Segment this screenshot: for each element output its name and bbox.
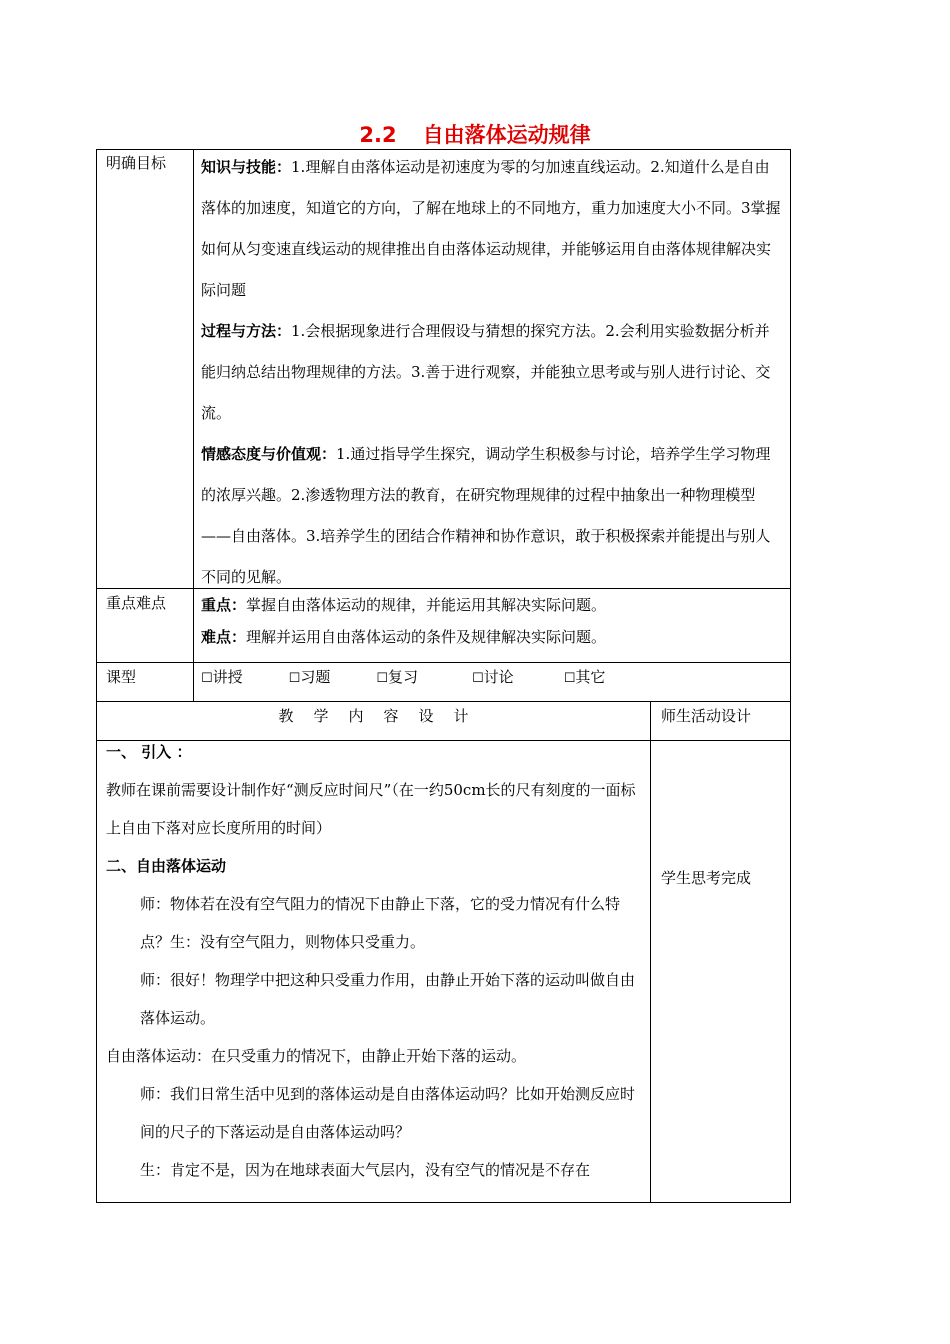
checkbox-icon: ☐ — [376, 671, 388, 686]
option-review-label: 复习 — [388, 668, 419, 686]
option-discussion[interactable] — [472, 664, 514, 692]
option-exercise[interactable] — [289, 664, 331, 692]
difficulty-heading: 难点： — [201, 628, 247, 646]
key-point-heading: 重点： — [201, 596, 247, 614]
knowledge-text: 1.理解自由落体运动是初速度为零的匀加速直线运动。2.知道什么是自由落体的加速度，知道它的方向，了解在地球上的不同地方，重力加速度大小不同。3掌握如何从匀变速直线运动的规律推出自由落体运动规律，并能够运用自由落体规律解决实际问题 — [201, 158, 781, 299]
title-number: 2.2 — [359, 123, 397, 147]
section-intro-body: 教师在课前需要设计制作好“测反应时间尺”（在一约50cm长的尺有刻度的一面标上自由下落对应长度所用的时间） — [106, 781, 636, 837]
table-border-bottom — [96, 1202, 791, 1203]
checkbox-icon: ☐ — [563, 671, 576, 686]
attitude-paragraph — [201, 434, 783, 598]
section-intro-title: 一、 引入 ： — [106, 743, 192, 761]
option-lecture[interactable] — [201, 664, 243, 692]
difficulty-text: 理解并运用自由落体运动的条件及规律解决实际问题。 — [246, 628, 607, 646]
checkbox-icon: ☐ — [472, 671, 484, 686]
dialogue-paragraph-3: 师：我们日常生活中见到的落体运动是自由落体运动吗？比如开始测反应时间的尺子的下落运动是自由落体运动吗？ — [140, 1085, 636, 1141]
key-points-content — [201, 589, 783, 653]
option-lecture-label: 讲授 — [212, 668, 243, 686]
option-exercise-label: 习题 — [300, 668, 331, 686]
option-review[interactable] — [376, 664, 418, 692]
dialogue-paragraph-1: 师：物体若在没有空气阻力的情况下由静止下落，它的受力情况有什么特点？生：没有空气阻力，则物体只受重力。 — [140, 895, 621, 951]
activity-design-header: 师生活动设计 — [661, 707, 752, 725]
lesson-type-label: 课型 — [106, 668, 137, 686]
option-discussion-label: 讨论 — [483, 668, 514, 686]
definition-paragraph: 自由落体运动：在只受重力的情况下，由静止开始下落的运动。 — [106, 1047, 527, 1065]
attitude-heading: 情感态度与价值观： — [201, 445, 337, 463]
checkbox-icon: ☐ — [201, 671, 213, 686]
difficulty-line — [201, 621, 783, 653]
option-other[interactable] — [564, 664, 606, 692]
row-divider-3 — [96, 701, 791, 702]
key-point-text: 掌握自由落体运动的规律，并能运用其解决实际问题。 — [246, 596, 607, 614]
option-other-label: 其它 — [575, 668, 606, 686]
knowledge-heading: 知识与技能： — [201, 158, 292, 176]
label-column-divider — [193, 149, 194, 702]
activity-note: 学生思考完成 — [661, 869, 752, 887]
section-freefall-title: 二、自由落体运动 — [106, 857, 227, 875]
row-divider-2 — [96, 662, 791, 663]
lesson-content — [106, 733, 646, 1189]
key-points-label: 重点难点 — [106, 594, 167, 612]
title-text: 自由落体运动规律 — [422, 123, 591, 147]
content-design-header: 教学内容设计 — [278, 707, 489, 725]
attitude-text: 1.通过指导学生探究，调动学生积极参与讨论，培养学生学习物理的浓厚兴趣。2.渗透物理方法的教育，在研究物理规律的过程中抽象出一种物理模型——自由落体。3.培养学生的团结合作精神和协作意识，敢于积极探索并能提出与别人不同的见解。 — [201, 445, 771, 586]
process-heading: 过程与方法： — [201, 322, 292, 340]
page-title — [0, 120, 950, 150]
lesson-type-options — [201, 664, 783, 692]
objectives-label: 明确目标 — [106, 154, 167, 172]
knowledge-paragraph — [201, 147, 783, 311]
process-paragraph — [201, 311, 783, 434]
key-point-line — [201, 589, 783, 621]
process-text: 1.会根据现象进行合理假设与猜想的探究方法。2.会利用实验数据分析并能归纳总结出物理规律的方法。3.善于进行观察，并能独立思考或与别人进行讨论、交流。 — [201, 322, 771, 422]
checkbox-icon: ☐ — [288, 671, 301, 686]
dialogue-paragraph-2: 师：很好！物理学中把这种只受重力作用，由静止开始下落的运动叫做自由落体运动。 — [140, 971, 636, 1027]
objectives-content — [201, 147, 783, 598]
table-border-left — [96, 149, 97, 1203]
table-border-right — [790, 149, 791, 1203]
dialogue-paragraph-4: 生：肯定不是，因为在地球表面大气层内，没有空气的情况是不存在 — [140, 1161, 591, 1179]
activity-column-divider — [650, 701, 651, 1203]
